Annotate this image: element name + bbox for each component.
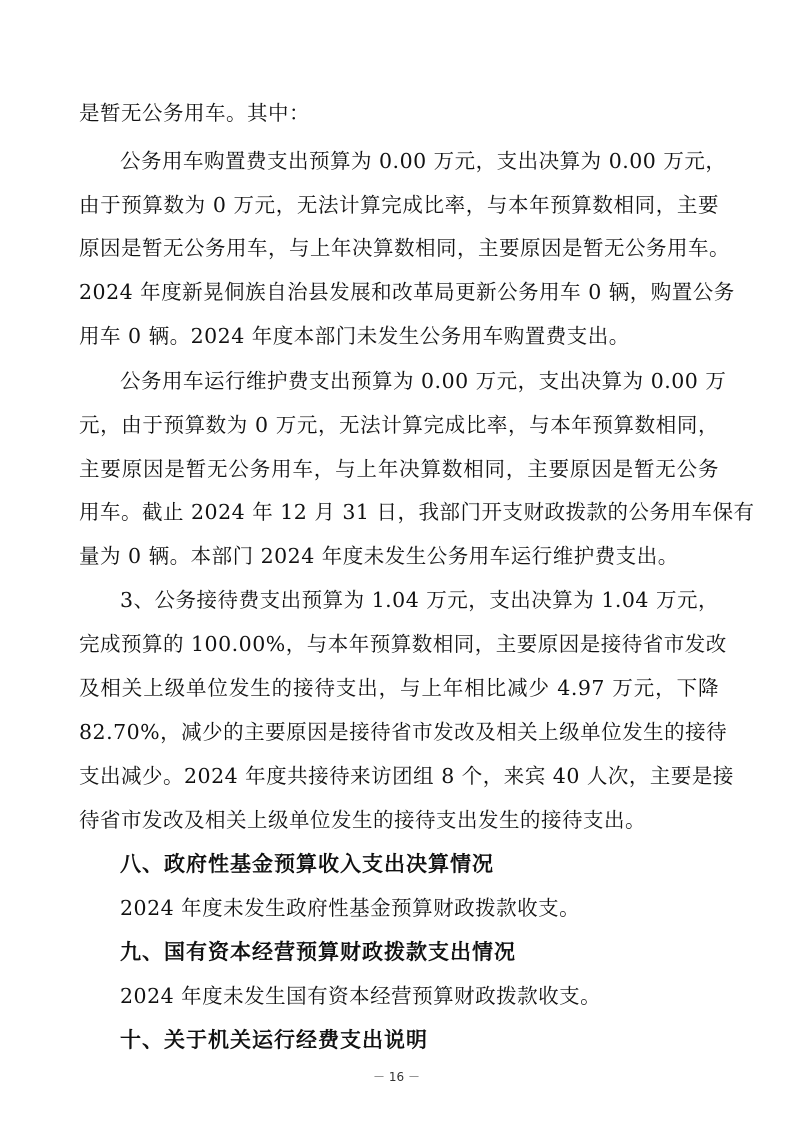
section-8-text: 2024 年度未发生政府性基金预算财政拨款收支。: [120, 896, 581, 920]
paragraph-line: 公务用车购置费支出预算为 0.00 万元，支出决算为 0.00 万元，: [120, 149, 727, 173]
paragraph-line: 完成预算的 100.00%，与本年预算数相同，主要原因是接待省市发改: [79, 632, 727, 656]
page-number: － 16 －: [373, 1070, 420, 1084]
section-heading-9: 九、国有资本经营预算财政拨款支出情况: [120, 939, 516, 964]
paragraph-line: 原因是暂无公务用车，与上年决算数相同，主要原因是暂无公务用车。: [79, 236, 730, 260]
paragraph-line: 量为 0 辆。本部门 2024 年度未发生公务用车运行维护费支出。: [79, 544, 679, 568]
paragraph-line: 及相关上级单位发生的接待支出，与上年相比减少 4.97 万元，下降: [79, 676, 719, 700]
paragraph-line: 用车。截止 2024 年 12 月 31 日，我部门开支财政拨款的公务用车保有: [79, 500, 755, 524]
section-9-text: 2024 年度未发生国有资本经营预算财政拨款收支。: [120, 984, 602, 1008]
paragraph-line: 元，由于预算数为 0 万元，无法计算完成比率，与本年预算数相同，: [79, 413, 719, 437]
paragraph-line: 待省市发改及相关上级单位发生的接待支出发生的接待支出。: [79, 808, 646, 832]
paragraph-line: 是暂无公务用车。其中：: [79, 101, 310, 125]
paragraph-line: 2024 年度新晃侗族自治县发展和改革局更新公务用车 0 辆，购置公务: [79, 280, 735, 304]
paragraph-line: 用车 0 辆。2024 年度本部门未发生公务用车购置费支出。: [79, 324, 630, 348]
paragraph-line: 主要原因是暂无公务用车，与上年决算数相同，主要原因是暂无公务: [79, 457, 719, 481]
paragraph-line: 由于预算数为 0 万元，无法计算完成比率，与本年预算数相同，主要: [79, 193, 719, 217]
paragraph-line: 支出减少。2024 年度共接待来访团组 8 个，来宾 40 人次，主要是接: [79, 764, 734, 788]
paragraph-line: 公务用车运行维护费支出预算为 0.00 万元，支出决算为 0.00 万: [120, 369, 727, 393]
paragraph-line: 82.70%，减少的主要原因是接待省市发改及相关上级单位发生的接待: [79, 720, 728, 744]
section-heading-8: 八、政府性基金预算收入支出决算情况: [120, 851, 494, 876]
section-heading-10: 十、关于机关运行经费支出说明: [120, 1027, 428, 1052]
paragraph-line: 3、公务接待费支出预算为 1.04 万元，支出决算为 1.04 万元，: [120, 588, 719, 612]
